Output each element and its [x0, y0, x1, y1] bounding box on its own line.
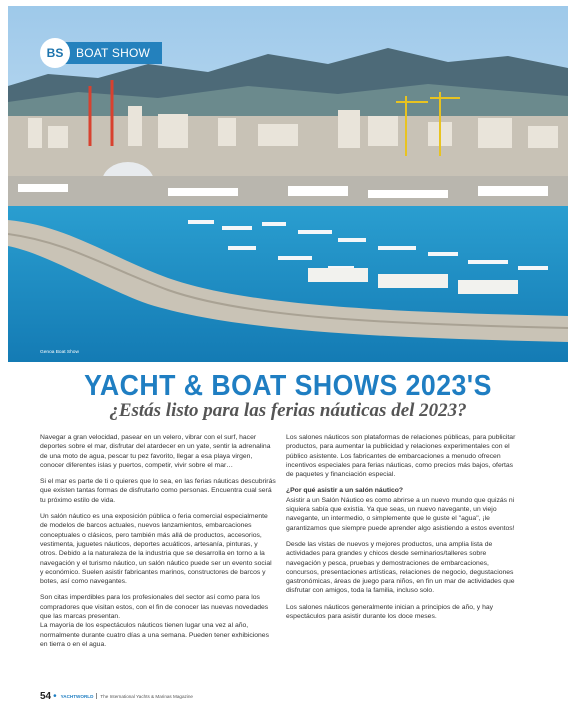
paragraph: Los salones náuticos son plataformas de relaciones públicas, para publicitar productos, para aumentar la publicidad y relaciones experimentales con el público asistente. Los fabricantes de embarcaciones a menudo ofrecen incentivos especiales para ferias náuticas, como precios más bajos, ofertas de paquetes y financiación especial. [286, 434, 516, 479]
right-column [286, 433, 522, 628]
paragraph: Un salón náutico es una exposición pública o feria comercial especialmente de modelos de barcos actuales, nuevos lanzamientos, embarcaciones conceptuales o clásicos, pero también más allá de productos, accesorios, vestimenta, juguetes náuticos, deportes acuáticos, artesanía, pinturas, y otros. Debido a la naturaleza de la industria que se desarrolla en torno a la navegación y el turismo náutico, un salón náutico puede ser un evento social y económico. Suelen asistir fabricantes marinos, constructores de barcos y botes, así como navegantes. [40, 513, 272, 586]
page-footer [40, 690, 193, 702]
section-badge [40, 38, 162, 68]
paragraph: La mayoría de los espectáculos náuticos tienen lugar una vez al año, normalmente durante cuatro días a una semana. Pueden tener exhibiciones en tierra o en el agua. [40, 622, 269, 648]
boat-show-logo: BS [40, 38, 70, 68]
article-subtitle: ¿Estás listo para las ferias náuticas del 2023? [109, 400, 467, 421]
paragraph: Si el mar es parte de ti o quieres que lo sea, en las ferias náuticas descubrirás que existen tantas formas de disfrutarlo como personas. Encuentra cual será tu próximo estilo de vida. [40, 478, 276, 504]
magazine-logo: YACHTWORLD [60, 693, 94, 699]
magazine-name: The International Yachts & Marinas Magazine [100, 693, 193, 699]
left-column [40, 433, 276, 656]
article-title: YACHT & BOAT SHOWS 2023'S [84, 370, 492, 402]
page-marker: • [53, 690, 57, 702]
paragraph: Desde las vistas de nuevos y mejores productos, una amplia lista de actividades para grandes y chicos desde seminarios/talleres sobre navegación y pesca, pruebas y demostraciones de embarcaciones, concursos, presentaciones artísticas, relaciones de negocio, degustaciones gastronómicas, áreas de juego para niños, en fin un mar de actividades que disfrutar con amigos, toda la familia, incluso solo. [286, 540, 515, 595]
paragraph: Son citas imperdibles para los profesionales del sector así como para los compradores que visitan estos, con el fin de conocer las nuevas novedades que las marcas presentan. [40, 594, 269, 621]
paragraph: Los salones náuticos generalmente inician a principios de año, y hay espectáculos para asistir durante los doce meses. [286, 603, 494, 621]
paragraph: Asistir a un Salón Náutico es como abrirse a un nuevo mundo que quizás ni siquiera sabía que existía. Ya que seas, un nuevo navegante, un viejo navegante, un intermedio, o simplemente que le guste el "agua", ¡le garantizamos que siempre puede aprender algo asistiendo a estos eventos! [286, 496, 515, 532]
photo-credit: Genoa Boat Show [40, 350, 79, 355]
question-heading: ¿Por qué asistir a un salón náutico? [286, 487, 404, 495]
section-label: BOAT SHOW [54, 42, 162, 64]
paragraph: Navegar a gran velocidad, pasear en un velero, vibrar con el surf, hacer deportes sobre el mar, disfrutar del atardecer en un yate, sentir la adrenalina de una moto de agua, pescar tu pez favorito, llegar a esa playa virgen, conocer diferentes islas y puertos, competir, vivir sobre el mar… [40, 434, 271, 469]
page-number: 54 [40, 690, 52, 702]
footer-divider [96, 693, 97, 699]
